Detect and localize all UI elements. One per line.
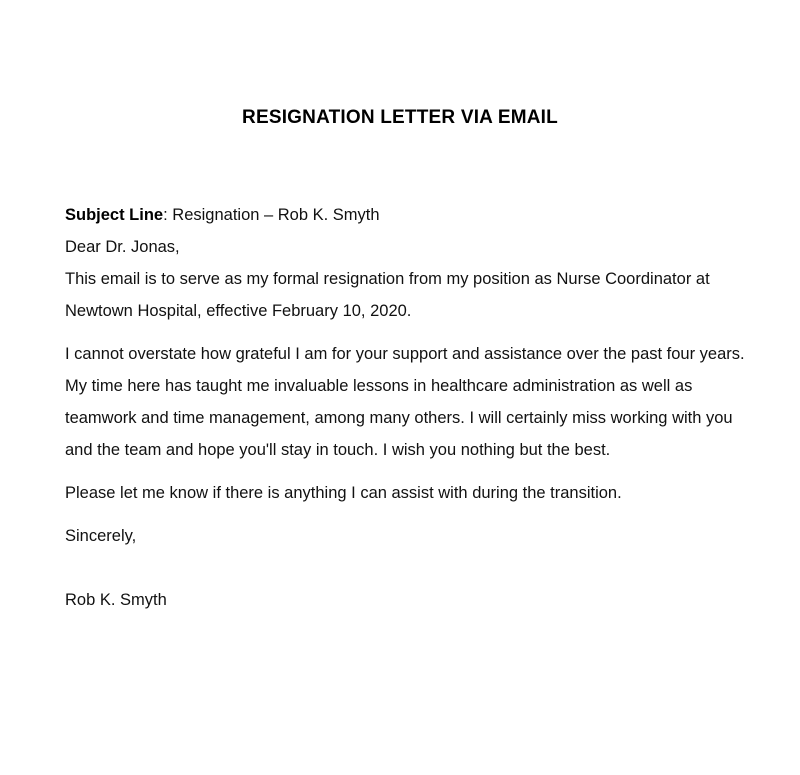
subject-line [65, 199, 745, 231]
paragraph-transition: Please let me know if there is anything I can assist with during the transition. [65, 484, 622, 502]
closing: Sincerely, [65, 527, 137, 545]
page-title: RESIGNATION LETTER VIA EMAIL [242, 107, 558, 128]
salutation: Dear Dr. Jonas, [65, 238, 180, 256]
subject-value: : Resignation – Rob K. Smyth [163, 206, 380, 224]
paragraph-resignation-notice: This email is to serve as my formal resignation from my position as Nurse Coordinator at Newtown Hospital, effective February 10, 2020. [65, 270, 710, 320]
signature-name: Rob K. Smyth [65, 591, 167, 609]
letter-body [65, 199, 745, 616]
paragraph-gratitude: I cannot overstate how grateful I am for your support and assistance over the past four years. My time here has taught me invaluable lessons in healthcare administration as well as teamwork and time management, among many others. I will certainly miss working with you and the team and hope you'll stay in touch. I wish you nothing but the best. [65, 345, 745, 459]
subject-label: Subject Line [65, 206, 164, 224]
